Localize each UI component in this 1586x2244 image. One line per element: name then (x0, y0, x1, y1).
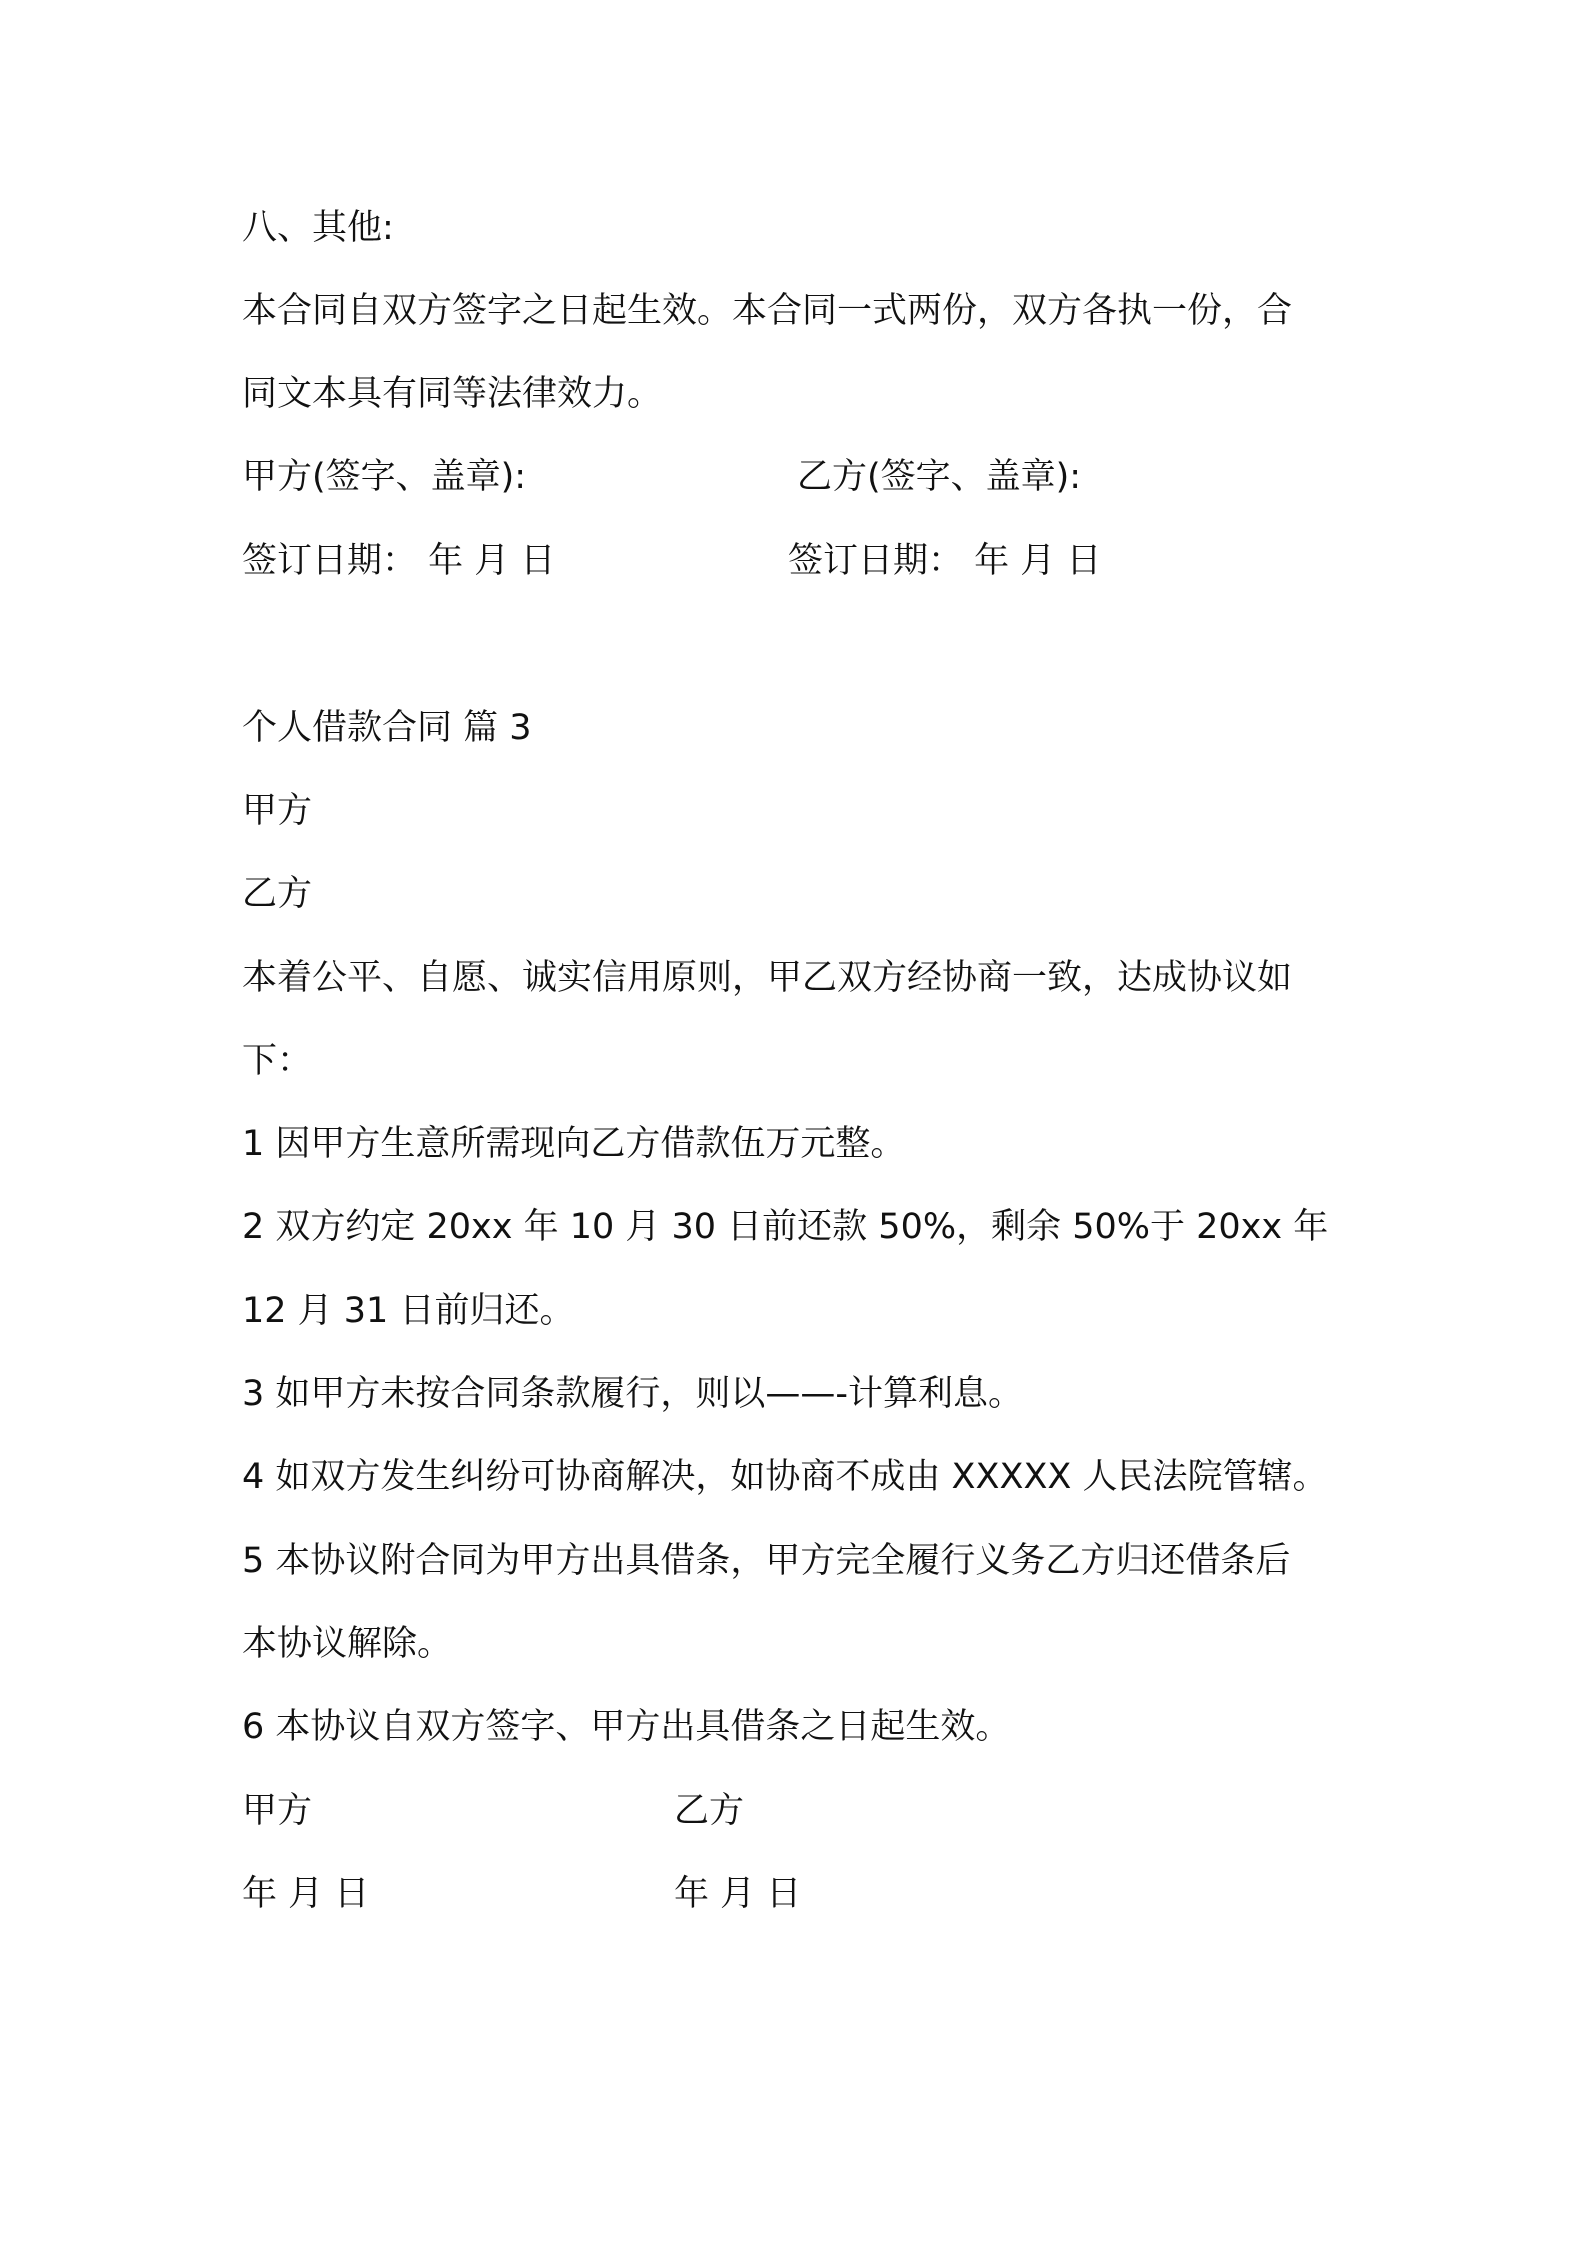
party-b-label: 乙方 (242, 874, 313, 914)
clause-2-line1: 2 双方约定 20xx 年 10 月 30 日前还款 50%，剩余 50%于 20xx 年 (242, 1207, 1329, 1247)
party-a-signing-date: 签订日期： 年 月 日 (242, 541, 556, 581)
party-b-signing-date: 签订日期： 年 月 日 (788, 541, 1102, 581)
effectiveness-paragraph-line2: 同文本具有同等法律效力。 (242, 374, 663, 414)
party-a-label: 甲方 (242, 791, 313, 831)
clause-5-line1: 5 本协议附合同为甲方出具借条，甲方完全履行义务乙方归还借条后 (242, 1541, 1291, 1581)
party-b-signature-label: 乙方(签字、盖章): (797, 457, 1082, 497)
section-heading: 八、其他: (242, 208, 394, 248)
signature-date-party-a: 年 月 日 (242, 1874, 370, 1914)
party-a-signature-label: 甲方(签字、盖章): (242, 457, 527, 497)
clause-5-line2: 本协议解除。 (242, 1624, 453, 1664)
clause-4: 4 如双方发生纠纷可协商解决，如协商不成由 XXXXX 人民法院管辖。 (242, 1457, 1328, 1497)
clause-3: 3 如甲方未按合同条款履行，则以——-计算利息。 (242, 1374, 1024, 1414)
contract-title: 个人借款合同 篇 3 (242, 708, 532, 748)
clause-2-line2: 12 月 31 日前归还。 (242, 1291, 575, 1331)
intro-paragraph-line2: 下： (242, 1041, 313, 1081)
clause-6: 6 本协议自双方签字、甲方出具借条之日起生效。 (242, 1707, 1011, 1747)
clause-1: 1 因甲方生意所需现向乙方借款伍万元整。 (242, 1124, 906, 1164)
signature-date-party-b: 年 月 日 (674, 1874, 802, 1914)
signature-party-b: 乙方 (674, 1791, 745, 1831)
signature-party-a: 甲方 (242, 1791, 313, 1831)
intro-paragraph-line1: 本着公平、自愿、诚实信用原则，甲乙双方经协商一致，达成协议如 (242, 958, 1293, 998)
effectiveness-paragraph-line1: 本合同自双方签字之日起生效。本合同一式两份，双方各执一份，合 (242, 291, 1293, 331)
